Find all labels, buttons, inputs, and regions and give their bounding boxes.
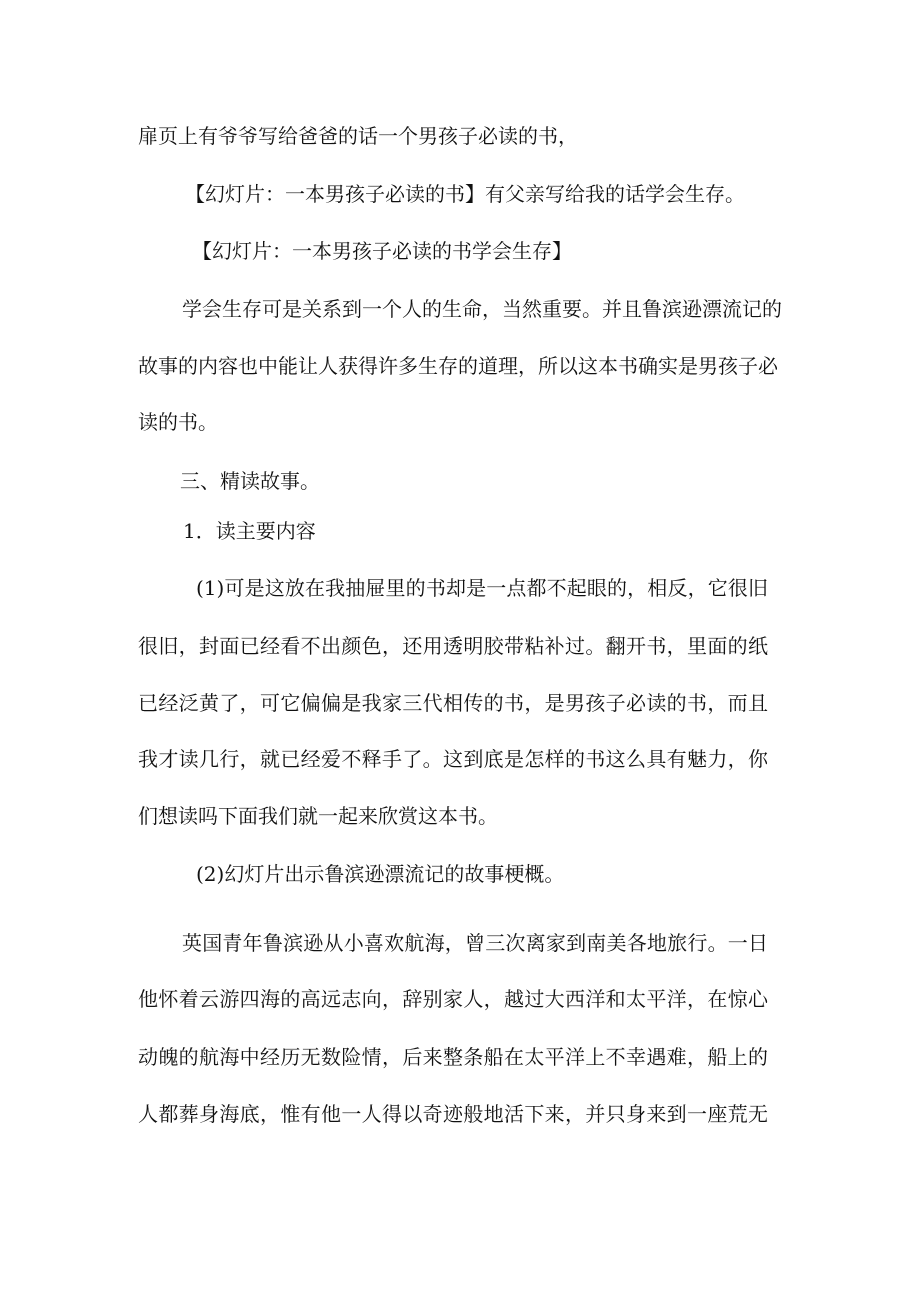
section-heading: 三、精读故事。 bbox=[180, 469, 320, 493]
text-line: 扉页上有爷爷写给爸爸的话一个男孩子必读的书， bbox=[138, 124, 578, 148]
text-line: 已经泛黄了，可它偏偏是我家三代相传的书，是男孩子必读的书，而且 bbox=[138, 691, 768, 715]
text-line: 英国青年鲁滨逊从小喜欢航海，曾三次离家到南美各地旅行。一日 bbox=[182, 931, 768, 955]
text-line: 人都葬身海底，惟有他一人得以奇迹般地活下来，并只身来到一座荒无 bbox=[138, 1102, 768, 1126]
text-line: (2)幻灯片出示鲁滨逊漂流记的故事梗概。 bbox=[196, 862, 565, 886]
text-line: 他怀着云游四海的高远志向，辞别家人，越过大西洋和太平洋，在惊心 bbox=[138, 987, 768, 1011]
text-line: 【幻灯片：一本男孩子必读的书学会生存】 bbox=[192, 239, 572, 263]
subsection-heading: 1．读主要内容 bbox=[183, 519, 316, 543]
text-line: 动魄的航海中经历无数险情，后来整条船在太平洋上不幸遇难，船上的 bbox=[138, 1045, 768, 1069]
text-line: (1)可是这放在我抽屉里的书却是一点都不起眼的，相反，它很旧 bbox=[196, 576, 768, 600]
text-line: 学会生存可是关系到一个人的生命，当然重要。并且鲁滨逊漂流记的 bbox=[182, 297, 782, 321]
text-line: 【幻灯片：一本男孩子必读的书】有父亲写给我的话学会生存。 bbox=[185, 182, 745, 206]
text-line: 故事的内容也中能让人获得许多生存的道理，所以这本书确实是男孩子必 bbox=[138, 354, 778, 378]
text-line: 很旧，封面已经看不出颜色，还用透明胶带粘补过。翻开书，里面的纸 bbox=[138, 634, 768, 658]
text-line: 读的书。 bbox=[138, 410, 218, 434]
text-line: 我才读几行，就已经爱不释手了。这到底是怎样的书这么具有魅力，你 bbox=[138, 747, 768, 771]
text-line: 们想读吗下面我们就一起来欣赏这本书。 bbox=[138, 804, 498, 828]
